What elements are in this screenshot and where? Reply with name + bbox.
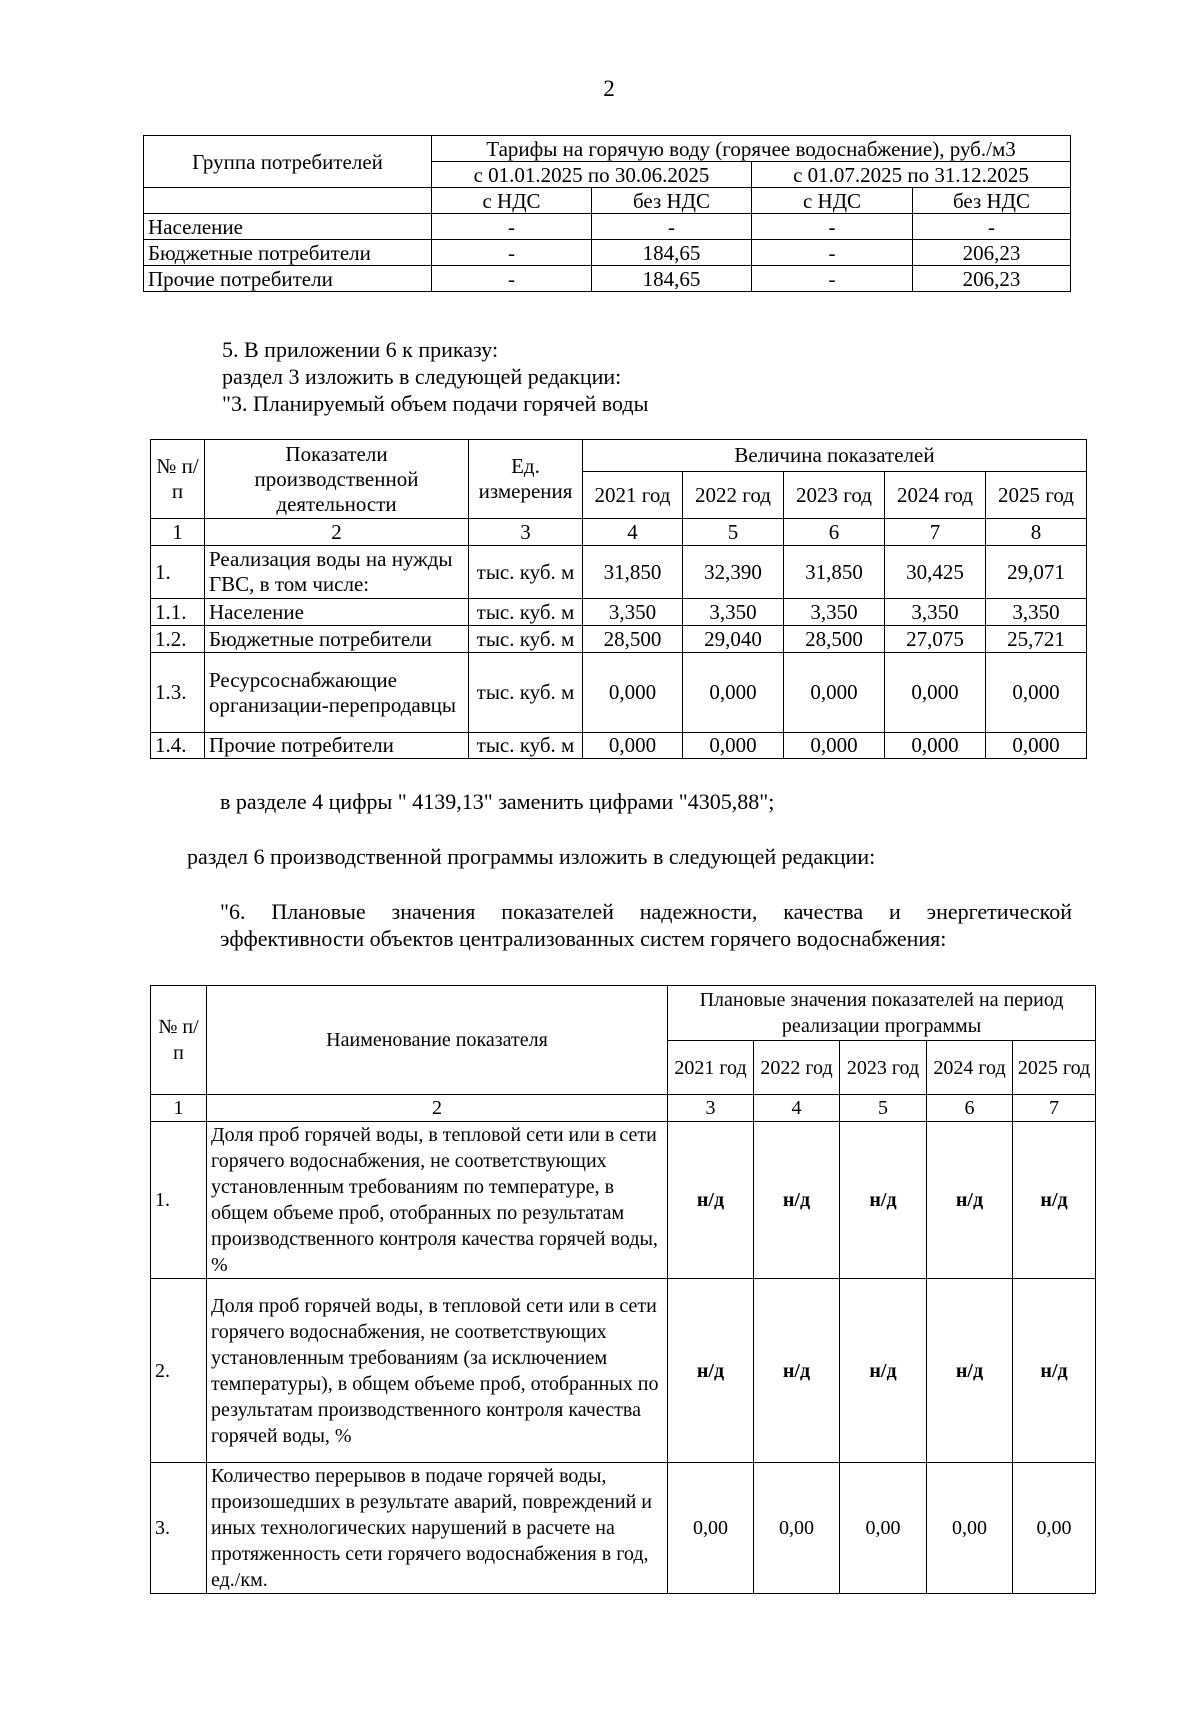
year-header: 2022 год [754,1041,840,1095]
value-cell: 3,350 [784,599,885,626]
sub-header: без НДС [592,188,752,214]
year-header: 2023 год [784,472,885,519]
value-cell: 0,000 [885,653,986,733]
section-4-replace: в разделе 4 цифры " 4139,13" заменить цифрами "4305,88"; [220,789,775,814]
year-header: 2021 год [583,472,683,519]
sub-header: с НДС [752,188,913,214]
sub-header: с НДС [432,188,592,214]
row-unit: тыс. куб. м [469,653,583,733]
row-num: 1. [151,1122,207,1279]
name-header: Наименование показателя [207,986,668,1095]
value-cell: - [752,214,913,240]
value-cell: 29,040 [683,626,784,653]
col-number: 7 [1013,1095,1096,1122]
num-header: № п/п [151,986,207,1095]
table-row [151,626,1087,653]
col-number: 2 [207,1095,668,1122]
value-cell: н/д [1013,1279,1096,1463]
value-cell: н/д [754,1122,840,1279]
row-name: Прочие потребители [205,733,469,759]
value-cell: 0,000 [986,653,1087,733]
value-cell: н/д [1013,1122,1096,1279]
value-cell: 31,850 [583,546,683,599]
row-name: Население [205,599,469,626]
value-cell: 0,00 [754,1463,840,1594]
table-row [151,599,1087,626]
paragraph-5-line1: 5. В приложении 6 к приказу: [222,337,499,362]
row-num: 3. [151,1463,207,1594]
value-cell: 3,350 [583,599,683,626]
tariff-table [143,135,1071,292]
year-header: 2025 год [1013,1041,1096,1095]
col-number: 6 [784,519,885,546]
value-cell: н/д [927,1122,1013,1279]
row-num: 1. [151,546,205,599]
table-row [151,1463,1096,1594]
value-cell: 0,000 [683,653,784,733]
group-name: Бюджетные потребители [144,240,432,266]
value-cell: - [432,266,592,292]
value-cell: 0,000 [583,653,683,733]
section-6-intro: раздел 6 производственной программы изложить в следующей редакции: [187,844,876,869]
values-group-header: Плановые значения показателей на период реализации программы [668,986,1096,1041]
value-cell: 30,425 [885,546,986,599]
row-unit: тыс. куб. м [469,626,583,653]
value-cell: 3,350 [885,599,986,626]
year-header: 2024 год [927,1041,1013,1095]
value-cell: 206,23 [913,240,1071,266]
row-unit: тыс. куб. м [469,599,583,626]
table-row [151,1122,1096,1279]
value-cell: 28,500 [583,626,683,653]
tariff-header: Тарифы на горячую воду (горячее водоснабжение), руб./м3 [432,136,1071,162]
table-row [144,266,1071,292]
col-number: 4 [754,1095,840,1122]
value-cell: 0,000 [784,733,885,759]
value-cell: - [432,214,592,240]
row-num: 1.2. [151,626,205,653]
col-number: 3 [668,1095,754,1122]
indicators-table [150,985,1096,1594]
group-name: Население [144,214,432,240]
row-name: Ресурсоснабжающие организации-перепродавцы [205,653,469,733]
group-header: Группа потребителей [144,136,432,188]
indicator-header: Показатели производственной деятельности [205,440,469,519]
row-num: 1.3. [151,653,205,733]
section-6-title: "6. Плановые значения показателей надежности, качества и энергетической эффективности объектов централизованных систем горячего водоснабжения: [220,899,1072,951]
blank-cell [144,188,432,214]
year-header: 2022 год [683,472,784,519]
col-number: 6 [927,1095,1013,1122]
value-cell: - [592,214,752,240]
col-number: 8 [986,519,1087,546]
page-number: 2 [603,76,615,101]
table-row [151,546,1087,599]
value-cell: 184,65 [592,266,752,292]
row-num: 2. [151,1279,207,1463]
row-unit: тыс. куб. м [469,546,583,599]
value-cell: 0,000 [583,733,683,759]
value-cell: н/д [927,1279,1013,1463]
values-group-header: Величина показателей [583,440,1087,472]
value-cell: н/д [668,1122,754,1279]
value-cell: 32,390 [683,546,784,599]
row-name: Реализация воды на нужды ГВС, в том числе: [205,546,469,599]
year-header: 2025 год [986,472,1087,519]
col-number: 4 [583,519,683,546]
unit-header: Ед. измерения [469,440,583,519]
col-number: 7 [885,519,986,546]
col-number: 2 [205,519,469,546]
value-cell: 0,00 [840,1463,927,1594]
year-header: 2023 год [840,1041,927,1095]
value-cell: н/д [840,1279,927,1463]
row-name: Доля проб горячей воды, в тепловой сети или в сети горячего водоснабжения, не соответствующих установленным требованиям (за исключением температуры), в общем объеме проб, отобранных по результатам производственного контроля качества горячей воды, % [207,1279,668,1463]
value-cell: 3,350 [986,599,1087,626]
row-name: Доля проб горячей воды, в тепловой сети или в сети горячего водоснабжения, не соответствующих установленным требованиям по температуре, в общем объеме проб, отобранных по результатам производственного контроля качества горячей воды, % [207,1122,668,1279]
col-number: 3 [469,519,583,546]
col-number: 5 [840,1095,927,1122]
value-cell: н/д [754,1279,840,1463]
value-cell: н/д [668,1279,754,1463]
col-number: 5 [683,519,784,546]
value-cell: 206,23 [913,266,1071,292]
row-num: 1.1. [151,599,205,626]
row-name: Бюджетные потребители [205,626,469,653]
value-cell: - [752,266,913,292]
value-cell: 0,00 [1013,1463,1096,1594]
period-2: с 01.07.2025 по 31.12.2025 [752,162,1071,188]
section-3-title: "3. Планируемый объем подачи горячей воды [222,391,649,416]
value-cell: 0,000 [784,653,885,733]
value-cell: - [752,240,913,266]
value-cell: 29,071 [986,546,1087,599]
value-cell: н/д [840,1122,927,1279]
value-cell: 0,000 [986,733,1087,759]
row-name: Количество перерывов в подаче горячей воды, произошедших в результате аварий, повреждений и иных технологических нарушений в расчете на протяженность сети горячего водоснабжения в год, ед./км. [207,1463,668,1594]
year-header: 2024 год [885,472,986,519]
value-cell: 27,075 [885,626,986,653]
table-row [151,733,1087,759]
value-cell: 0,000 [683,733,784,759]
value-cell: 0,00 [927,1463,1013,1594]
group-name: Прочие потребители [144,266,432,292]
year-header: 2021 год [668,1041,754,1095]
col-number: 1 [151,519,205,546]
table-row [151,1279,1096,1463]
col-number: 1 [151,1095,207,1122]
value-cell: 31,850 [784,546,885,599]
value-cell: 184,65 [592,240,752,266]
row-num: 1.4. [151,733,205,759]
table-row [144,240,1071,266]
period-1: с 01.01.2025 по 30.06.2025 [432,162,752,188]
value-cell: - [913,214,1071,240]
value-cell: - [432,240,592,266]
table-row [151,653,1087,733]
value-cell: 25,721 [986,626,1087,653]
num-header: № п/п [151,440,205,519]
volume-table [150,439,1087,759]
value-cell: 3,350 [683,599,784,626]
value-cell: 28,500 [784,626,885,653]
table-row [144,214,1071,240]
value-cell: 0,000 [885,733,986,759]
sub-header: без НДС [913,188,1071,214]
paragraph-5-line2: раздел 3 изложить в следующей редакции: [222,364,622,389]
value-cell: 0,00 [668,1463,754,1594]
row-unit: тыс. куб. м [469,733,583,759]
